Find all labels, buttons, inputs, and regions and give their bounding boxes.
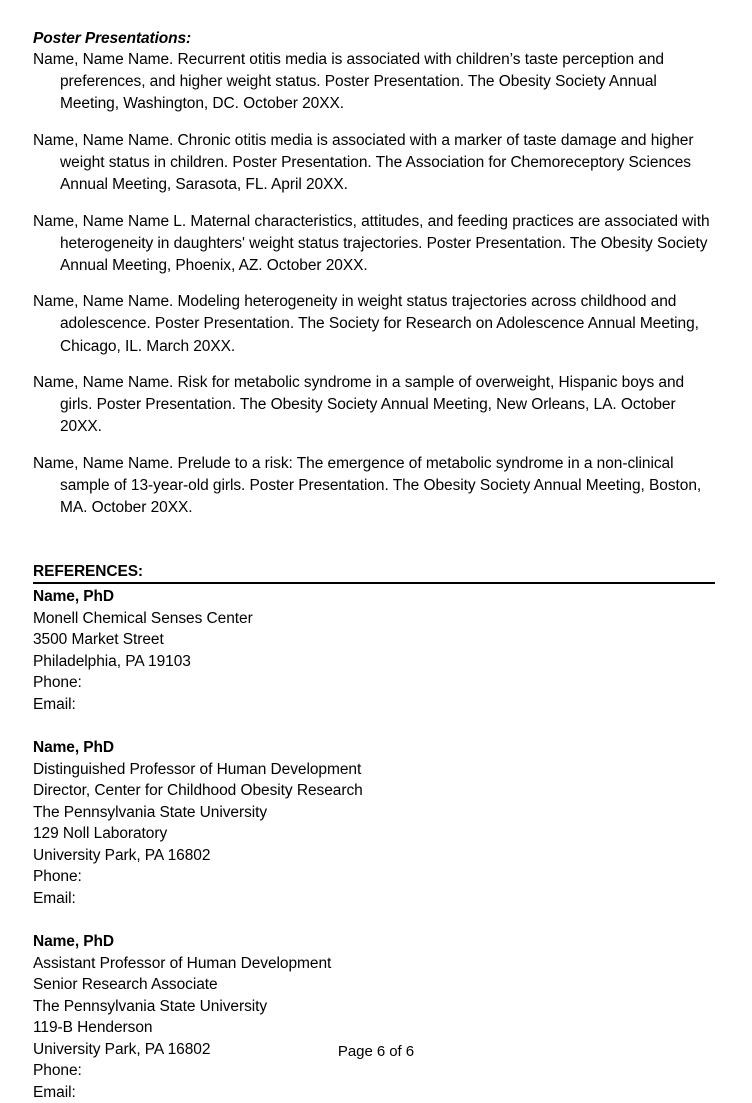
reference-line: Distinguished Professor of Human Development: [33, 760, 362, 778]
reference-line: Director, Center for Childhood Obesity Research: [33, 782, 363, 800]
reference-phone-label: Phone:: [33, 1062, 82, 1080]
references-heading-wrap: [33, 562, 715, 586]
reference-phone-label: Phone:: [33, 868, 82, 886]
citation-entry: Name, Name Name. Prelude to a risk: The emergence of metabolic syndrome in a non-clinical sample of 13-year-old girls. Poster Presentation. The Obesity Society Annual Meeting, Boston, MA. October 20XX.: [33, 454, 702, 517]
poster-presentations-heading: Poster Presentations:: [33, 30, 192, 47]
reference-line: The Pennsylvania State University: [33, 997, 268, 1015]
reference-name: Name, PhD: [33, 588, 114, 606]
reference-line: 129 Noll Laboratory: [33, 825, 168, 843]
reference-line: The Pennsylvania State University: [33, 803, 268, 821]
poster-citation-list: [33, 49, 715, 519]
document-body: [33, 28, 715, 1103]
reference-name: Name, PhD: [33, 933, 114, 951]
reference-line: University Park, PA 16802: [33, 846, 211, 864]
reference-entry: [33, 931, 715, 1103]
reference-line: Philadelphia, PA 19103: [33, 652, 191, 670]
section-spacer: [33, 519, 715, 562]
reference-line: Senior Research Associate: [33, 976, 218, 994]
reference-email-label: Email:: [33, 889, 76, 907]
references-divider: [33, 582, 715, 584]
citation-entry: Name, Name Name. Risk for metabolic syndrome in a sample of overweight, Hispanic boys and girls. Poster Presentation. The Obesity Society Annual Meeting, New Orleans, LA. October 20XX.: [33, 374, 685, 436]
reference-line: 3500 Market Street: [33, 631, 164, 649]
citation-entry: Name, Name Name L. Maternal characteristics, attitudes, and feeding practices are associated with heterogeneity in daughters' weight status trajectories. Poster Presentation. The Obesity Society Annual Meeting, Phoenix, AZ. October 20XX.: [33, 212, 710, 274]
references-heading: REFERENCES:: [33, 562, 143, 584]
page-footer: Page 6 of 6: [337, 1043, 415, 1060]
citation-entry: Name, Name Name. Modeling heterogeneity in weight status trajectories across childhood and adolescence. Poster Presentation. The Society for Research on Adolescence Annual Meeting, Chicago, IL. March 20XX.: [33, 293, 699, 355]
reference-name: Name, PhD: [33, 739, 114, 757]
reference-entry: [33, 586, 715, 715]
reference-line: Assistant Professor of Human Development: [33, 954, 332, 972]
reference-email-label: Email:: [33, 695, 76, 713]
citation-entry: Name, Name Name. Recurrent otitis media is associated with children’s taste perception and preferences, and higher weight status. Poster Presentation. The Obesity Society Annual Meeting, Washington, DC. October 20XX.: [33, 51, 664, 113]
citation-entry: Name, Name Name. Chronic otitis media is associated with a marker of taste damage and higher weight status in children. Poster Presentation. The Association for Chemoreceptory Sciences Annual Meeting, Sarasota, FL. April 20XX.: [33, 131, 694, 193]
reference-email-label: Email:: [33, 1083, 76, 1101]
reference-line: Monell Chemical Senses Center: [33, 609, 253, 627]
reference-line: University Park, PA 16802: [33, 1040, 211, 1058]
reference-line: 119-B Henderson: [33, 1019, 153, 1037]
reference-entry: [33, 737, 715, 909]
reference-phone-label: Phone:: [33, 674, 82, 692]
